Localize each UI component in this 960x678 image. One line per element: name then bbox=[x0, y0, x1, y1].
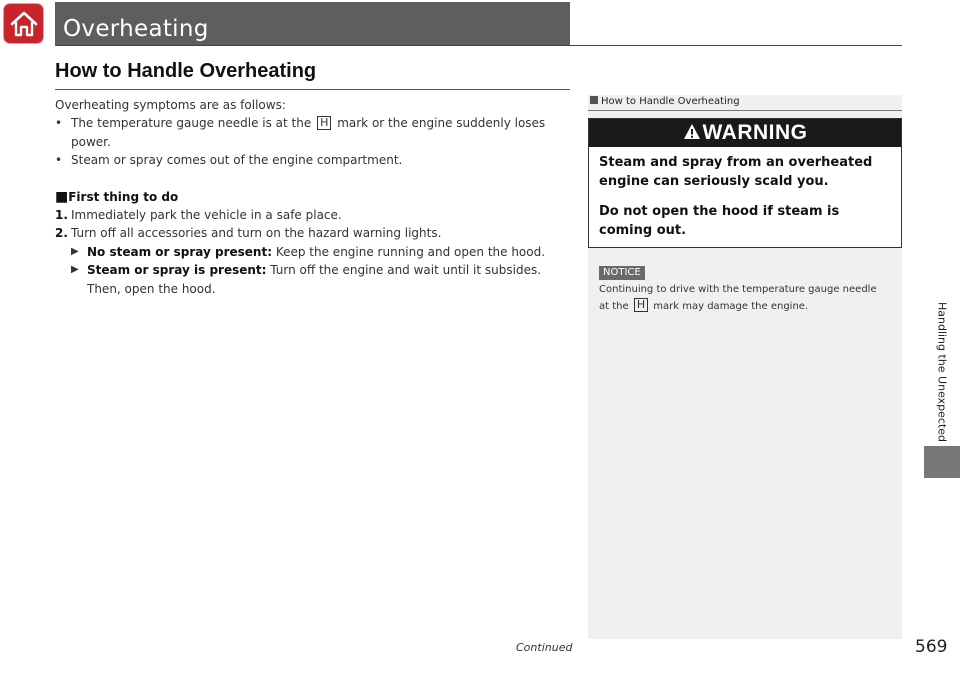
sub-step-body: Turn off the engine and wait until it subsides. Then, open the hood. bbox=[87, 263, 542, 296]
gauge-mark-box: H bbox=[317, 116, 331, 130]
warning-box bbox=[588, 118, 902, 248]
bullet1-pre: The temperature gauge needle is at the bbox=[71, 116, 312, 131]
warning-body bbox=[589, 147, 901, 240]
sub-step-label: Steam or spray is present: bbox=[87, 263, 267, 278]
step-number: 1. bbox=[55, 208, 68, 223]
note-marker-icon bbox=[590, 96, 598, 104]
step-item bbox=[55, 206, 570, 224]
warning-icon bbox=[683, 123, 701, 140]
section-divider bbox=[55, 89, 570, 90]
square-icon: ■ bbox=[55, 188, 69, 205]
notice-badge: NOTICE bbox=[599, 266, 645, 280]
title-divider bbox=[55, 45, 902, 46]
bullet-text bbox=[71, 114, 570, 151]
first-thing-heading bbox=[55, 188, 570, 206]
intro-text: Overheating symptoms are as follows: bbox=[55, 98, 286, 112]
arrow-right-icon: ▶ bbox=[71, 264, 79, 276]
home-button[interactable] bbox=[3, 3, 44, 44]
notice-text bbox=[599, 282, 889, 315]
warning-header bbox=[589, 119, 901, 147]
page-number: 569 bbox=[915, 637, 948, 657]
chapter-label: Handling the Unexpected bbox=[935, 301, 949, 443]
bullet1-post: mark or the engine suddenly loses power. bbox=[71, 116, 546, 149]
sub-step bbox=[55, 261, 570, 298]
bullet-dot: • bbox=[55, 153, 63, 168]
gauge-mark-box: H bbox=[634, 298, 648, 312]
notice-post: mark may damage the engine. bbox=[653, 301, 809, 312]
bullet-item bbox=[55, 151, 570, 169]
arrow-right-icon: ▶ bbox=[71, 245, 79, 257]
sub-step-body: Keep the engine running and open the hood. bbox=[275, 244, 546, 259]
main-content bbox=[55, 96, 570, 298]
bullet-text: Steam or spray comes out of the engine compartment. bbox=[71, 153, 403, 168]
warning-text: Steam and spray from an overheated engine can seriously scald you. bbox=[599, 155, 873, 189]
chapter-tab[interactable] bbox=[924, 446, 960, 478]
first-thing-label: First thing to do bbox=[68, 189, 179, 204]
section-heading: How to Handle Overheating bbox=[55, 60, 317, 82]
warning-title: WARNING bbox=[702, 121, 808, 144]
side-note-divider bbox=[588, 110, 902, 111]
page-title: Overheating bbox=[55, 2, 570, 45]
step-number: 2. bbox=[55, 226, 68, 241]
continued-label: Continued bbox=[516, 641, 573, 654]
side-note-title bbox=[590, 96, 740, 107]
bullet-item bbox=[55, 114, 570, 151]
sub-step-text bbox=[87, 243, 545, 261]
step-text: Turn off all accessories and turn on the hazard warning lights. bbox=[71, 226, 442, 241]
sub-step bbox=[55, 243, 570, 261]
step-item bbox=[55, 224, 570, 242]
step-text: Immediately park the vehicle in a safe place. bbox=[71, 208, 342, 223]
side-note-title-text: How to Handle Overheating bbox=[601, 96, 740, 107]
sub-step-label: No steam or spray present: bbox=[87, 244, 272, 259]
bullet-dot: • bbox=[55, 116, 63, 131]
home-icon bbox=[8, 8, 40, 40]
warning-text: Do not open the hood if steam is coming out. bbox=[599, 204, 840, 238]
sub-step-text bbox=[87, 261, 570, 298]
notice-pre: Continuing to drive with the temperature gauge needle at the bbox=[599, 284, 877, 312]
